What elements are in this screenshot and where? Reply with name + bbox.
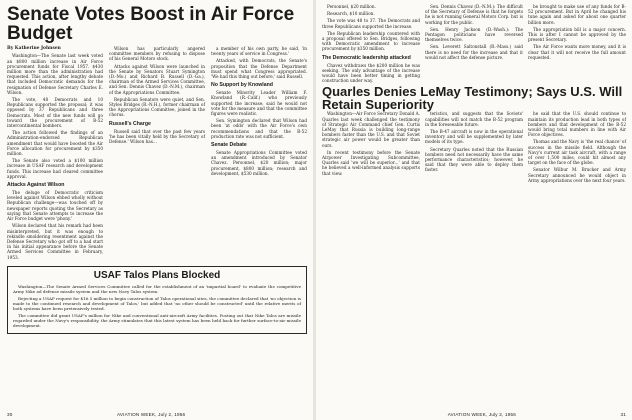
paragraph: Chavez withdraws the $200 million he was seeking. The only advantage of the increase would have been better timing in getting construction under way. bbox=[322, 62, 420, 84]
paragraph: Research, $10 million. bbox=[327, 11, 375, 17]
paragraph: Wilson declared that his remark had been misinterpreted, but it was enough to rekindle smoldering resentment against the Defense Secretary who got off to a bad start in his initial appearance before the Senate Armed Services Committee in February, 1953. bbox=[7, 223, 103, 260]
column-2 bbox=[425, 111, 523, 185]
paragraph: he said that the U.S. should continue to maintain its production lead in both types of bombers and that development of the B-52 would bring total numbers in line with Air Force objectives. bbox=[528, 111, 626, 138]
column-3 bbox=[211, 46, 307, 262]
subhead: The Democratic leadership attacked bbox=[322, 54, 411, 61]
right-page bbox=[316, 0, 632, 420]
paragraph: Sen. Symington declared that Wilson had been 'at odds' with the Air Force's own recommendations and that the B-52 production rate was not sufficient. bbox=[211, 118, 307, 139]
paragraph: Senator Wilbur M. Brucker and Army Secretary announced he would object in Army appropriations over the next four years. bbox=[528, 167, 626, 183]
box-paragraph: Rejecting a USAF request for $16.5 million to begin construction of Talos operational sites, the committee declared that 'no objection is made to the continued research and development of Talos,' but added that 'no other should be constructed' until the relative merits of both systems have been pretensively tested. bbox=[13, 295, 301, 311]
paragraph: Senate Minority Leader William F. Knowland (R.-Calif.) who previously supported the increase, said he would not vote for the measure and that the committee figures were realistic. bbox=[211, 90, 307, 117]
box-paragraph: Washington—The Senate Armed Services Committee called for the establishment of an 'impartial board' to evaluate the competitive Army Nike ad defense missile system and the new Navy Talos system. bbox=[13, 283, 301, 294]
paragraph: The deluge of Democratic criticism leveled against Wilson ebbed wholly without Republican challenge—was touched off by newspaper reports quoting the Secretary as saying that Senate attempts to increase the Air Force budget were 'phony.' bbox=[7, 190, 103, 222]
column-3 bbox=[528, 4, 626, 85]
page-footer bbox=[447, 412, 626, 417]
column-1 bbox=[7, 46, 103, 262]
page-footer bbox=[7, 412, 186, 417]
column-1 bbox=[322, 4, 420, 85]
paragraph: a member of his own party, he said, 'in twenty years of service in Congress.' bbox=[211, 46, 307, 57]
column-3 bbox=[528, 111, 626, 185]
left-page bbox=[0, 0, 313, 420]
paragraph: The Air Force wants more money, and it is clear that it will not receive the full amount requested. bbox=[528, 44, 626, 60]
paragraph: Attacks against Wilson were launched in the Senate by Senators Stuart Symington (D.-Mo.) and Richard B. Russell (D.-Ga.), chairman of the Armed Services Committee, and Sen. Dennis Chavez (D.-N.M.), chairman of the Appropriations Committee. bbox=[109, 63, 205, 95]
page-number: 30 bbox=[7, 412, 13, 417]
paragraph: Wilson has particularly angered committee members by refusing to dispose of his General Motors stock. bbox=[109, 46, 205, 62]
column-2 bbox=[109, 46, 205, 262]
paragraph: The Republican leadership countered with a proposal offered to Sen. Bridges, following with Democratic amendment to increase procurement by $350 million. bbox=[322, 30, 420, 52]
paragraph: The appropriation bill is a major concern. This is after I cannot be approved by the present Secretary. bbox=[528, 26, 626, 43]
footer-magazine: AVIATION WEEK, July 2, 1956 bbox=[447, 412, 516, 417]
paragraph: The Senate also voted a $100 million increase in USAF research and development funds. This increase had cleared committee approval. bbox=[7, 158, 103, 179]
column-2 bbox=[425, 4, 523, 85]
paragraph: Sen. Dennis Chavez (D.-N.M.): The difficult of the Secretary of Defense is that he forgets he is not running General Motors Corp. but is working for the public. bbox=[425, 4, 523, 25]
paragraph: Sen. Leverett Saltonstall (R.-Mass.) said there is no need for the increase and that it would not affect the defense picture. bbox=[425, 44, 523, 60]
headline-quarles: Quarles Denies LeMay Testimony; Says U.S. Will Retain Superiority bbox=[322, 84, 623, 113]
paragraph: Personnel, $20 million. bbox=[327, 4, 376, 9]
paragraph: teristics, and suggests that the Soviets' capabilities will not match the B-52 program in the foreseeable future. bbox=[425, 111, 523, 127]
paragraph: The vote, 48 Democrats and 10 Republicans supported the proposal; it was opposed by 37 Republicans and three Democrats. Most of the new funds will go toward the procurement of B-52 intercontinental bombers. bbox=[7, 97, 103, 129]
article-columns bbox=[7, 46, 307, 262]
footer-magazine: AVIATION WEEK, July 2, 1956 bbox=[117, 412, 186, 417]
byline: By Katherine Johnsen bbox=[7, 46, 61, 51]
column-1 bbox=[322, 111, 420, 185]
paragraph: The B-47 aircraft is now in the operational inventory and will be supplemented by later models of its type. bbox=[425, 129, 523, 145]
box-paragraph: The committee did grant USAF's million for Nike and conventional anti-aircraft Army facilities. Posting out that Nike Talos are missile regarded under the Navy's responsibility, the Army stimulates that this latest system has been held back for further surface-to-air missile development. bbox=[13, 312, 301, 328]
sidebar-box bbox=[7, 266, 307, 334]
paragraph: Washington—Air Force Secretary Donald A. Quarles last week challenged the testimony of Strategic Air Command chief Gen. Curtis LeMay that Russia is building long-range bombers faster than the U.S. and that Soviet strategic air power would be greater than ours. bbox=[322, 111, 420, 148]
paragraph: Thomas and the Navy is 'the real chance' of success in the missile field. Although the Navy's current air task aircraft, with a range of over 1,500 miles, could hit almost any target on the face of the globe. bbox=[528, 139, 626, 166]
article-columns-bottom bbox=[322, 111, 626, 185]
paragraph: Russell said that over the past few years 'he has been vitally held by the Secretary of Defense.' Wilson has... bbox=[109, 128, 205, 145]
subhead: Senate Debate bbox=[211, 142, 247, 149]
subhead: Attacks Against Wilson bbox=[7, 182, 65, 189]
paragraph: Senate Appropriations Committee voted an amendment introduced by Senator Chavez. Personnel, $20 million; major procurement, $800 million; research and development, $530 million. bbox=[211, 150, 307, 176]
paragraph: The vote was 48 to 37. The Democrats and three Republicans supported the increase. bbox=[322, 18, 420, 29]
paragraph: Washington—The Senate last week voted an $800 million increase in Air Force procurement funds for Fiscal 1957. $430 million more than the administration had requested. This action, after lengthy debate that included Democratic demands for the resignation of Defense Secretary Charles E. Wilson. bbox=[7, 53, 103, 95]
subhead: No Support by Knowland bbox=[211, 82, 273, 89]
box-title: USAF Talos Plans Blocked bbox=[93, 269, 221, 281]
paragraph: Republican Senators were quiet, and Sen. Styles Bridges (R.-N.H.), former chairman of the Appropriations Committee, joined in the chorus. bbox=[109, 96, 205, 118]
paragraph: In recent testimony before the Senate Airpower Investigating Subcommittee, Quarles said 'we will be superior...' and that he believed a well-informed analysis supports that view. bbox=[322, 149, 420, 176]
paragraph: Secretary Quarles noted that the Russian bombers need not necessarily have the same performance characteristics; however, he said that they were able to deploy them faster. bbox=[425, 146, 523, 173]
paragraph: Sen. Henry Jackson (D.-Wash.): The Pentagon politicians have reversed themselves twice. bbox=[425, 26, 523, 43]
headline: Senate Votes Boost in Air Force Budget bbox=[7, 4, 295, 44]
paragraph: The action followed the findings of an Administration-endorsed Republican amendment that would have boosted the Air Force allocation for procurement by $350 million. bbox=[7, 130, 103, 157]
page-number: 31 bbox=[620, 412, 626, 417]
article-continuation bbox=[322, 4, 626, 85]
subhead: Russell's Charge bbox=[109, 120, 151, 127]
paragraph: Attacked, with Democrats, the Senate's proposition that the Defense Department must spend what Congress appropriated. 'We had this thing out before,' said Russell. bbox=[211, 58, 307, 80]
paragraph: be brought to make use of any funds for B-52 procurement. But in April he changed his tune again and asked for about one quarter billion more. bbox=[528, 4, 626, 25]
